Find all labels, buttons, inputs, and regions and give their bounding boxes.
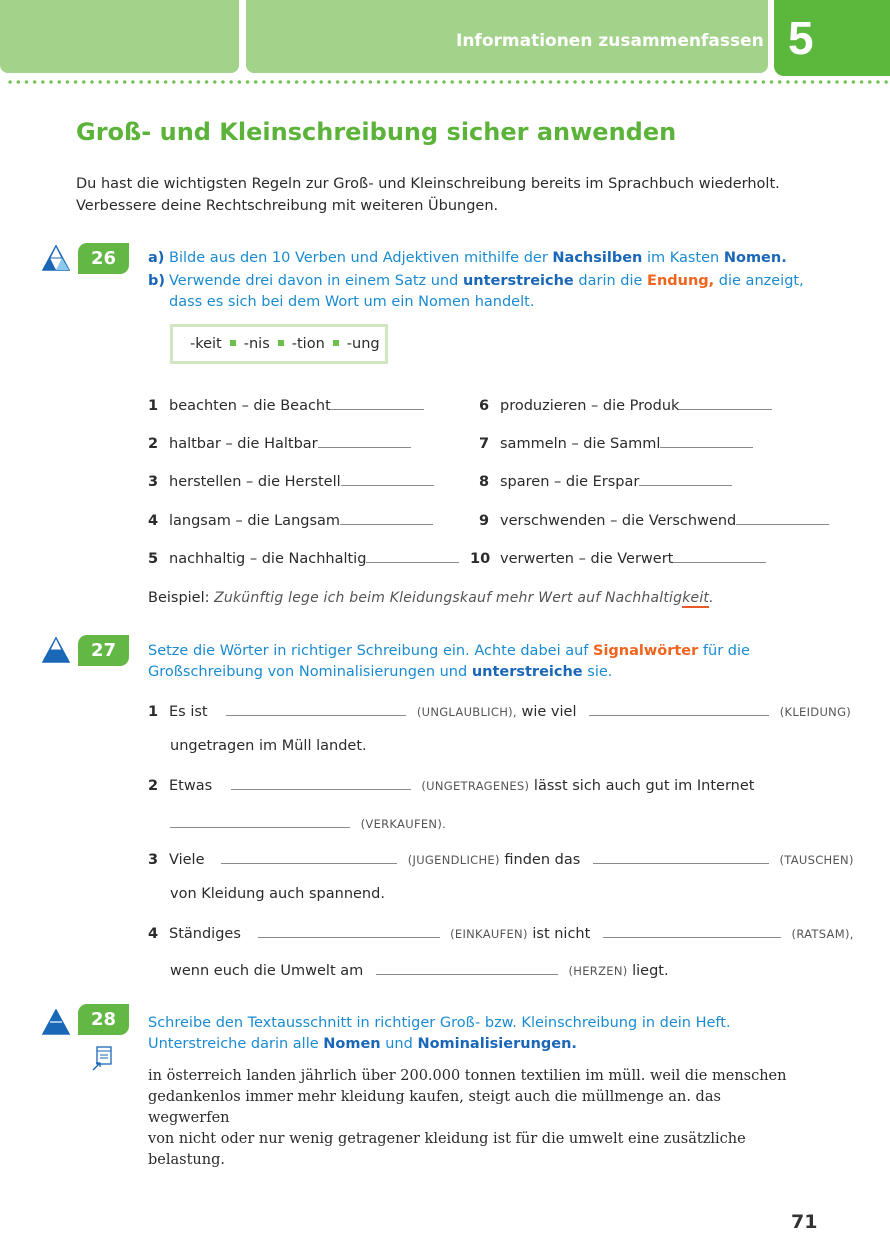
bold-text: Nachsilben (552, 250, 643, 266)
answer-line[interactable] (603, 923, 781, 938)
underlined-suffix: keit (682, 590, 710, 606)
page-title: Groß- und Kleinschreibung sicher anwenden (76, 118, 677, 146)
text: Ständiges (169, 926, 241, 942)
ex28-instruction-line1: Schreibe den Textausschnitt in richtiger Groß- bzw. Kleinschreibung in dein Heft. (148, 1015, 731, 1031)
sentence-4 (148, 923, 854, 942)
sentence-2 (148, 775, 754, 794)
text: Großschreibung von Nominalisierungen und (148, 664, 472, 680)
item-text: herstellen – die Herstell (169, 474, 341, 490)
text: Unterstreiche darin alle (148, 1036, 324, 1052)
answer-line[interactable] (341, 471, 434, 486)
item-number: 6 (479, 398, 490, 414)
item-number: 1 (148, 398, 159, 414)
item-text: verschwenden – die Verschwend (500, 513, 737, 529)
example-end: . (709, 590, 714, 606)
item-text: nachhaltig – die Nachhaltig (169, 551, 367, 567)
suffix: -tion (291, 336, 325, 352)
notebook-write-icon (91, 1046, 113, 1072)
dotted-divider (6, 80, 890, 84)
answer-line[interactable] (673, 548, 766, 563)
sentence-1 (148, 701, 851, 720)
text: ist nicht (532, 926, 591, 942)
hint-word: (UNGETRAGENES) (421, 779, 530, 793)
bold-text: Nomen. (723, 250, 787, 266)
source-text (148, 1066, 788, 1171)
orange-text: Endung, (647, 273, 715, 289)
answer-line[interactable] (589, 701, 769, 716)
list-item (479, 510, 829, 529)
text: im Kasten (642, 250, 724, 266)
label-a: a) (148, 250, 165, 266)
example-label: Beispiel: (148, 590, 210, 606)
exercise-number-27: 27 (78, 635, 129, 666)
item-text: beachten – die Beacht (169, 398, 331, 414)
hint-word: (TAUSCHEN) (779, 853, 854, 867)
header-tab-left (0, 0, 239, 73)
item-number: 5 (148, 551, 159, 567)
text: darin die (573, 273, 648, 289)
hint-word: (KLEIDUNG) (779, 705, 852, 719)
difficulty-triangle-icon (42, 1009, 70, 1035)
item-number: 4 (148, 513, 159, 529)
item-number: 10 (470, 551, 491, 567)
hint-word: (RATSAM), (791, 927, 854, 941)
page-number: 71 (791, 1211, 818, 1233)
ex27-instruction-line2 (148, 662, 612, 683)
suffix: -ung (346, 336, 380, 352)
source-text-line: in österreich landen jährlich über 200.000 tonnen textilien im müll. weil die menschen (148, 1068, 787, 1084)
ex28-instruction-line2 (148, 1034, 577, 1055)
text: wenn euch die Umwelt am (170, 963, 364, 979)
item-number: 2 (148, 778, 159, 794)
item-number: 1 (148, 704, 159, 720)
answer-line[interactable] (593, 849, 769, 864)
suffix-box (170, 324, 388, 364)
hint-word: (VERKAUFEN). (360, 817, 447, 831)
answer-line[interactable] (258, 923, 440, 938)
answer-line[interactable] (231, 775, 411, 790)
answer-line[interactable] (340, 510, 433, 525)
answer-line[interactable] (226, 701, 406, 716)
intro-line-1: Du hast die wichtigsten Regeln zur Groß- und Kleinschreibung bereits im Sprachbuch wiederholt. (76, 176, 780, 192)
item-text: sammeln – die Samml (500, 436, 661, 452)
answer-line[interactable] (221, 849, 397, 864)
sentence-4-cont (170, 960, 669, 979)
text: und (380, 1036, 418, 1052)
answer-line[interactable] (318, 433, 411, 448)
answer-line[interactable] (736, 510, 829, 525)
answer-line[interactable] (679, 395, 772, 410)
item-text: verwerten – die Verwert (500, 551, 674, 567)
text: die anzeigt, (714, 273, 804, 289)
text: sie. (582, 664, 613, 680)
item-text: haltbar – die Haltbar (169, 436, 318, 452)
section-title: Informationen zusammenfassen (456, 31, 764, 51)
text: liegt. (632, 963, 669, 979)
list-item (479, 471, 732, 490)
hint-word: (HERZEN) (568, 964, 628, 978)
list-item (148, 548, 459, 567)
bold-text: Nominalisierungen. (417, 1036, 577, 1052)
bold-text: unterstreiche (471, 664, 583, 680)
suffix: -keit (190, 336, 222, 352)
item-number: 3 (148, 852, 159, 868)
exercise-number-26: 26 (78, 243, 129, 274)
text: Etwas (169, 778, 213, 794)
bold-text: Nomen (323, 1036, 381, 1052)
chapter-number: 5 (774, 0, 890, 76)
label-b: b) (148, 273, 166, 289)
list-item (479, 395, 772, 414)
answer-line[interactable] (639, 471, 732, 486)
text: Verwende drei davon in einem Satz und (169, 273, 463, 289)
text: wie viel (521, 704, 577, 720)
list-item (148, 395, 424, 414)
text: finden das (504, 852, 581, 868)
source-text-line: von nicht oder nur wenig getragener kleidung ist für die umwelt eine zusätzliche belastung. (148, 1131, 746, 1168)
intro-line-2: Verbessere deine Rechtschreibung mit weiteren Übungen. (76, 198, 499, 214)
answer-line[interactable] (660, 433, 753, 448)
hint-word: (EINKAUFEN) (450, 927, 528, 941)
example-handwriting (214, 590, 714, 608)
answer-line[interactable] (170, 813, 350, 828)
item-number: 3 (148, 474, 159, 490)
text: für die (698, 643, 750, 659)
ex26-instruction-a (148, 248, 787, 269)
item-number: 9 (479, 513, 490, 529)
item-number: 7 (479, 436, 490, 452)
bold-text: unterstreiche (462, 273, 574, 289)
orange-text: Signalwörter (593, 643, 699, 659)
ex26-instruction-b (148, 271, 804, 292)
sentence-1-cont: ungetragen im Müll landet. (170, 738, 367, 754)
hint-word: (UNGLAUBLICH), (416, 705, 517, 719)
item-number: 8 (479, 474, 490, 490)
text: Es ist (169, 704, 208, 720)
sentence-2-cont (170, 813, 446, 832)
item-number: 4 (148, 926, 159, 942)
sentence-3 (148, 849, 854, 868)
ex27-instruction-line1 (148, 641, 750, 662)
exercise-number-28: 28 (78, 1004, 129, 1035)
answer-line[interactable] (376, 960, 558, 975)
item-text: produzieren – die Produk (500, 398, 680, 414)
hint-word: (JUGENDLICHE) (407, 853, 500, 867)
bullet-square-icon (333, 340, 339, 346)
list-item (148, 510, 433, 529)
list-item (148, 433, 411, 452)
item-text: sparen – die Erspar (500, 474, 640, 490)
text: Viele (169, 852, 205, 868)
text: lässt sich auch gut im Internet (533, 778, 755, 794)
difficulty-triangle-icon (42, 245, 70, 271)
example-sentence (148, 590, 714, 606)
list-item (470, 548, 766, 567)
item-text: langsam – die Langsam (169, 513, 341, 529)
example-text: Zukünftig lege ich beim Kleidungskauf mehr Wert auf Nachhaltig (214, 590, 683, 606)
ex26-instruction-b-line2: dass es sich bei dem Wort um ein Nomen handelt. (169, 294, 535, 310)
suffix: -nis (243, 336, 270, 352)
text: Bilde aus den 10 Verben und Adjektiven mithilfe der (169, 250, 553, 266)
answer-line[interactable] (331, 395, 424, 410)
text: Setze die Wörter in richtiger Schreibung ein. Achte dabei auf (148, 643, 593, 659)
difficulty-triangle-icon (42, 637, 70, 663)
item-number: 2 (148, 436, 159, 452)
bullet-square-icon (230, 340, 236, 346)
list-item (148, 471, 434, 490)
list-item (479, 433, 753, 452)
source-text-line: gedankenlos immer mehr kleidung kaufen, steigt auch die müllmenge an. das wegwerfen (148, 1089, 721, 1126)
answer-line[interactable] (366, 548, 459, 563)
bullet-square-icon (278, 340, 284, 346)
sentence-3-cont: von Kleidung auch spannend. (170, 886, 385, 902)
